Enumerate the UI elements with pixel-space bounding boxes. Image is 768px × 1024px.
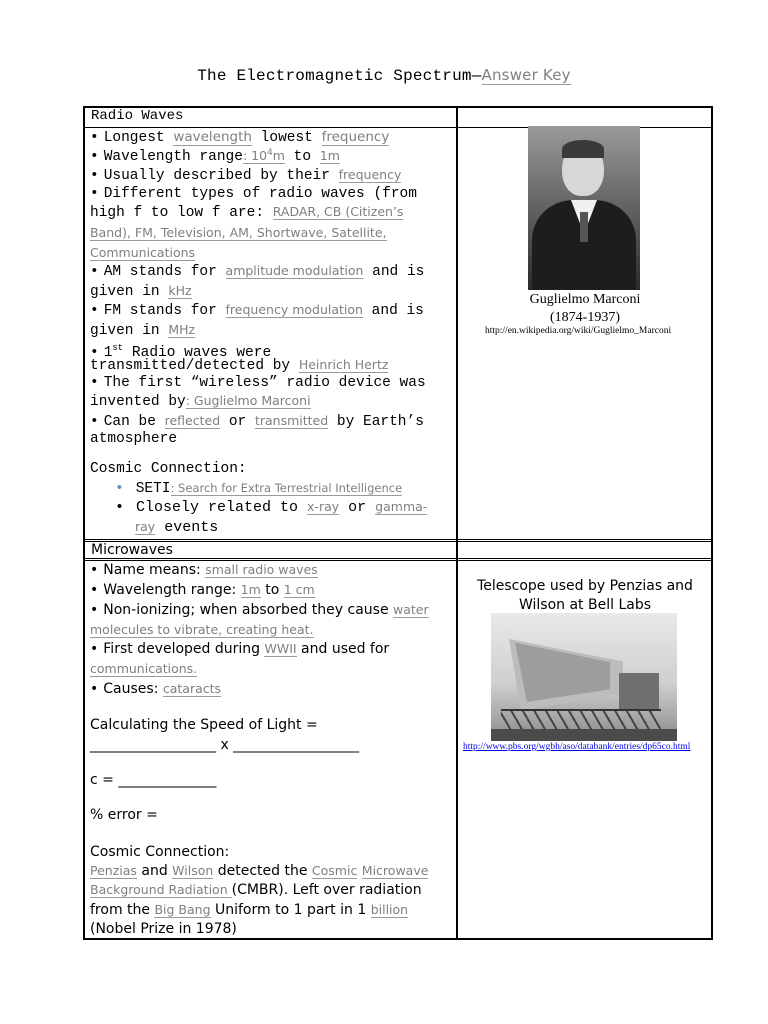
telescope-caption-line-1: Telescope used by Penzias and bbox=[477, 578, 693, 594]
radio-line-am-2: given in kHz bbox=[90, 283, 192, 300]
radio-line-wireless-2: invented by: Guglielmo Marconi bbox=[90, 393, 311, 410]
radio-line-first-1: • 1st Radio waves were bbox=[90, 339, 452, 363]
radio-related-line-1: • Closely related to x-ray or gamma- bbox=[115, 499, 428, 516]
micro-line-wwii-2 bbox=[90, 660, 452, 679]
radio-line-am-1: • AM stands for amplitude modulation and is bbox=[90, 263, 452, 282]
micro-error-line: % error = bbox=[90, 807, 158, 823]
radio-line-wireless-1: • The first “wireless” radio device was bbox=[90, 374, 452, 393]
answer-ray: ray bbox=[135, 519, 156, 534]
answer-amplitude-modulation: amplitude modulation bbox=[225, 263, 364, 278]
micro-line-nonionizing-2 bbox=[90, 621, 452, 640]
answer-gamma: gamma- bbox=[375, 499, 428, 514]
section-divider-double bbox=[83, 541, 713, 542]
answer-wilson: Wilson bbox=[172, 863, 214, 878]
answer-mhz: MHz bbox=[168, 322, 196, 337]
radio-waves-header: Radio Waves bbox=[91, 108, 184, 124]
micro-line-range: • Wavelength range: 1m to 1 cm bbox=[90, 581, 452, 600]
microwaves-header: Microwaves bbox=[91, 542, 173, 558]
answer-molecules-vibrate: molecules to vibrate, creating heat. bbox=[90, 622, 314, 637]
telescope-caption-line-2: Wilson at Bell Labs bbox=[518, 597, 652, 613]
radio-line-types-1: • Different types of radio waves (from bbox=[90, 185, 452, 204]
title-text: The Electromagnetic Spectrum bbox=[197, 67, 472, 85]
micro-line-causes: • Causes: cataracts bbox=[90, 680, 452, 699]
radio-line-types-3: Band), FM, Television, AM, Shortwave, Satellite, bbox=[90, 225, 387, 240]
answer-xray: x-ray bbox=[307, 499, 340, 514]
answer-microwave: Microwave bbox=[361, 863, 429, 878]
answer-key-label: Answer Key bbox=[481, 66, 571, 84]
radio-line-fm-1: • FM stands for frequency modulation and is bbox=[90, 302, 452, 321]
micro-header-divider bbox=[83, 558, 713, 559]
marconi-name: Guglielmo Marconi bbox=[529, 292, 641, 307]
answer-wavelength: wavelength bbox=[173, 129, 252, 145]
answer-penzias: Penzias bbox=[90, 863, 137, 878]
answer-khz: kHz bbox=[168, 283, 192, 298]
answer-wwii: WWII bbox=[264, 641, 297, 656]
answer-seti: : Search for Extra Terrestrial Intelligence bbox=[170, 481, 403, 495]
micro-line-wwii-1: • First developed during WWII and used for bbox=[90, 640, 452, 659]
marconi-years: (1874-1937) bbox=[550, 310, 620, 325]
answer-cataracts: cataracts bbox=[162, 681, 222, 696]
answer-background-radiation: Background Radiation bbox=[90, 882, 232, 897]
page-title bbox=[0, 66, 768, 85]
micro-c-line: c = ______________ bbox=[90, 772, 217, 788]
micro-blank-product: __________________ x __________________ bbox=[90, 737, 360, 753]
answer-frequency-2: frequency bbox=[338, 167, 402, 182]
radio-line-described: • Usually described by their frequency bbox=[90, 167, 452, 186]
telescope-caption bbox=[458, 577, 712, 615]
micro-nobel-line: (Nobel Prize in 1978) bbox=[90, 921, 237, 937]
telescope-url-link[interactable]: http://www.pbs.org/wgbh/aso/databank/entries/dp65co.html bbox=[463, 742, 691, 752]
answer-big-bang: Big Bang bbox=[154, 902, 211, 917]
answer-frequency: frequency bbox=[321, 129, 390, 145]
section-divider bbox=[83, 539, 713, 540]
answer-small-radio-waves: small radio waves bbox=[205, 562, 318, 577]
answer-micro-1m: 1m bbox=[240, 582, 261, 597]
answer-radio-types: RADAR, CB (Citizen’s bbox=[272, 204, 404, 219]
answer-billion: billion bbox=[370, 902, 409, 917]
marconi-photo bbox=[528, 126, 640, 290]
radio-seti-line: • SETI: Search for Extra Terrestrial Intelligence bbox=[115, 481, 403, 497]
micro-cmb-line-1: Penzias and Wilson detected the Cosmic Microwave bbox=[90, 863, 429, 879]
telescope-photo bbox=[491, 613, 677, 741]
radio-line-first-2: transmitted/detected by Heinrich Hertz bbox=[90, 357, 389, 374]
micro-line-nonionizing-1: • Non-ionizing; when absorbed they cause water bbox=[90, 601, 452, 620]
micro-cmb-line-3: from the Big Bang Uniform to 1 part in 1 billion bbox=[90, 902, 409, 918]
answer-transmitted: transmitted bbox=[254, 413, 329, 428]
radio-line-reflect-1: • Can be reflected or transmitted by Earth’s bbox=[90, 413, 452, 432]
radio-line-types-2: high f to low f are: RADAR, CB (Citizen’s bbox=[90, 204, 404, 221]
radio-line-reflect-2: atmosphere bbox=[90, 431, 178, 447]
radio-line-fm-2: given in MHz bbox=[90, 322, 196, 339]
radio-cosmic-connection: Cosmic Connection: bbox=[90, 461, 247, 477]
micro-cmb-line-2: Background Radiation (CMBR). Left over radiation bbox=[90, 882, 422, 898]
radio-related-line-2: ray events bbox=[135, 519, 219, 536]
radio-line-wavelength: • Longest wavelength lowest frequency bbox=[90, 129, 452, 148]
answer-frequency-modulation: frequency modulation bbox=[225, 302, 363, 317]
answer-1m: 1m bbox=[319, 148, 340, 164]
answer-reflected: reflected bbox=[164, 413, 221, 428]
answer-1cm: 1 cm bbox=[283, 582, 315, 597]
marconi-url: http://en.wikipedia.org/wiki/Guglielmo_Marconi bbox=[485, 326, 672, 336]
answer-heinrich-hertz: Heinrich Hertz bbox=[298, 357, 389, 372]
radio-line-types-4: Communications bbox=[90, 245, 196, 260]
answer-communications: communications. bbox=[90, 661, 198, 676]
micro-cosmic-connection: Cosmic Connection: bbox=[90, 844, 230, 860]
micro-speed-of-light: Calculating the Speed of Light = bbox=[90, 717, 318, 733]
radio-line-range: • Wavelength range: $10^4m$ to 1m bbox=[90, 148, 452, 167]
answer-water: water bbox=[393, 602, 429, 617]
answer-marconi: : Guglielmo Marconi bbox=[185, 393, 311, 408]
answer-cosmic: Cosmic bbox=[311, 863, 358, 878]
micro-line-name: • Name means: small radio waves bbox=[90, 561, 452, 580]
marconi-caption bbox=[458, 291, 712, 327]
title-dash: — bbox=[471, 67, 482, 85]
